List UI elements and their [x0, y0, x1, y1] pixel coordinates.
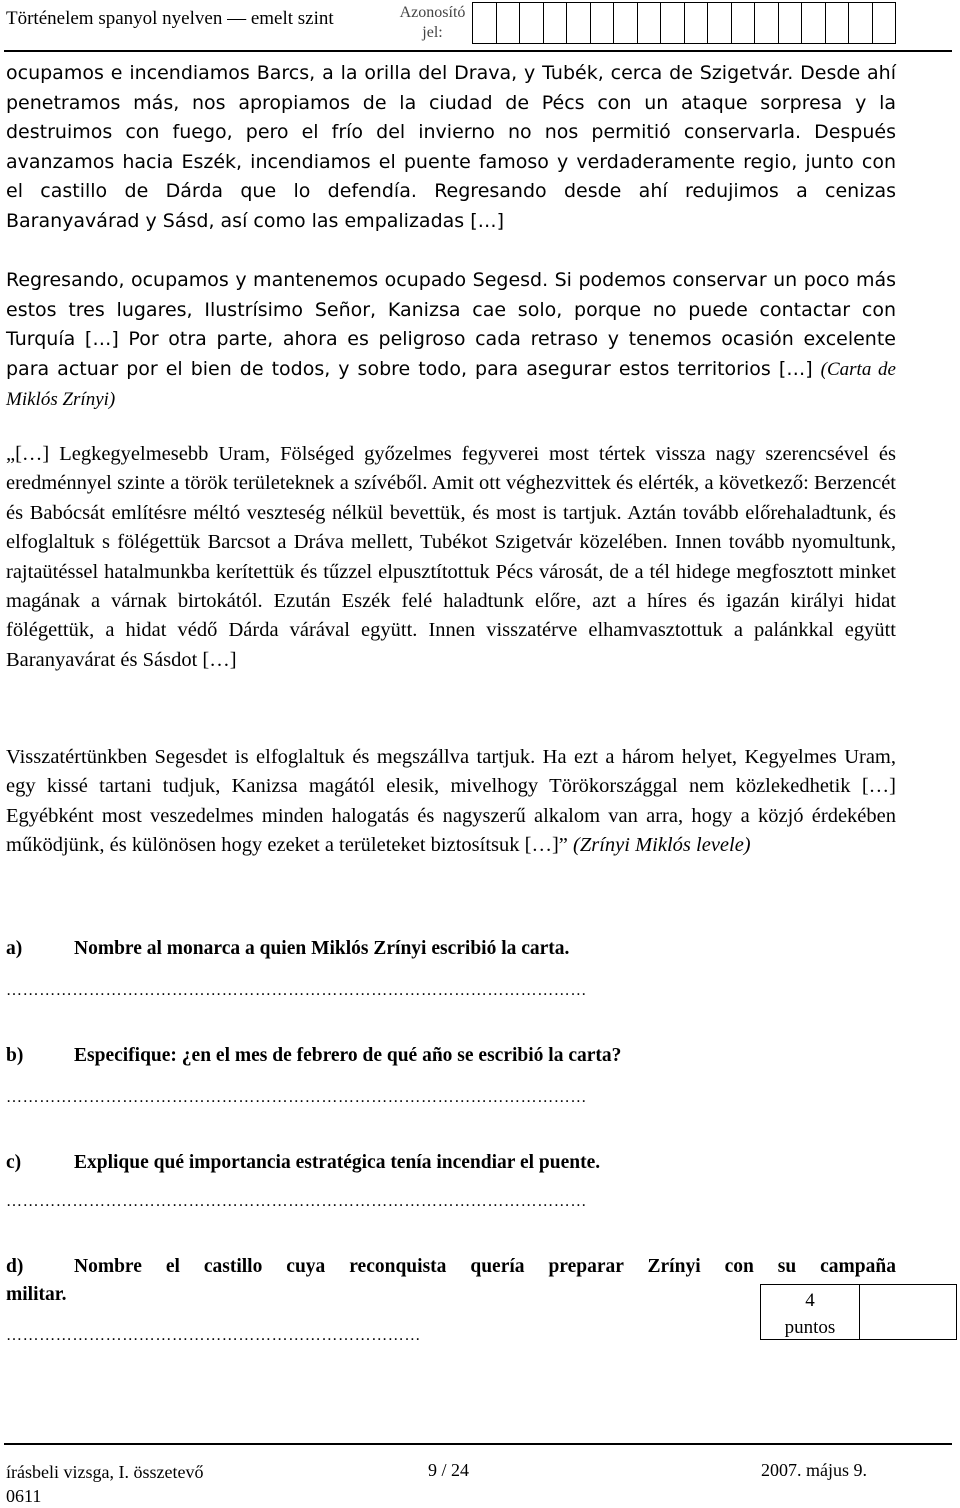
question-letter: b) — [6, 1045, 24, 1066]
earned-points-cell[interactable] — [859, 1284, 957, 1340]
max-points-value: 4 — [805, 1290, 815, 1311]
question-text: Nombre al monarca a quien Miklós Zrínyi escribió la carta. — [74, 938, 570, 959]
spanish-paragraph-1: ocupamos e incendiamos Barcs, a la orilla del Drava, y Tubék, cerca de Szigetvár. Desde ahí penetramos más, nos apropiamos de la ciudad de Pécs con un ataque sorpresa y la destruimos con fuego, pero el frío del invierno no nos permitió conservarla. Después avanzamos hacia Eszék, incendiamos el puente famoso y verdaderamente regio, junto con el castillo de Dárda que lo defendía. Regresando desde ahí redujimos a cenizas Baranyavárad y Sásd, así como las empalizadas […] — [6, 62, 896, 232]
id-digit-box[interactable] — [707, 2, 732, 44]
question-letter: c) — [6, 1152, 22, 1173]
max-points-unit: puntos — [784, 1317, 836, 1338]
id-digit-box[interactable] — [825, 2, 850, 44]
question-text-continuation: militar. — [6, 1284, 67, 1305]
question-text: Explique qué importancia estratégica tenía incendiar el puente. — [74, 1152, 601, 1173]
id-digit-box[interactable] — [519, 2, 544, 44]
page-number: 9 / 24 — [428, 1460, 470, 1480]
answer-line-d[interactable]: ………………………………………………………………… — [6, 1327, 421, 1344]
answer-line-b[interactable]: …………………………………………………………………………………………… — [6, 1089, 587, 1106]
id-digit-box[interactable] — [660, 2, 685, 44]
question-text: Especifique: ¿en el mes de febrero de qué año se escribió la carta? — [74, 1045, 622, 1066]
id-label: Azonosító jel: — [399, 4, 466, 41]
max-points-cell — [760, 1284, 860, 1340]
id-digit-box[interactable] — [778, 2, 803, 44]
source-text-spanish — [6, 59, 896, 414]
id-digit-box[interactable] — [543, 2, 568, 44]
paragraph-gap — [6, 237, 896, 267]
id-digit-box[interactable] — [496, 2, 521, 44]
question-letter: a) — [6, 938, 23, 959]
id-digit-box[interactable] — [566, 2, 591, 44]
id-digit-box[interactable] — [731, 2, 756, 44]
answer-line-c[interactable]: …………………………………………………………………………………………… — [6, 1193, 587, 1210]
header-rule — [4, 50, 952, 52]
hungarian-paragraph-2: Visszatértünkben Segesdet is elfoglaltuk és megszállva tartjuk. Ha ezt a három helyet, Kegyelmes Uram, egy kissé tartani tudjuk, Kanizsa magától elesik, mivelhogy Törökországgal nem közlekedhetik […] Egyébként most veszedelmes minden halogatás és nagyszerű alkalom van arra, hogy a közjó érdekében működjünk, és különösen hogy ezeket a területeket biztosítsuk […]” — [6, 746, 896, 857]
spanish-paragraph-2: Regresando, ocupamos y mantenemos ocupado Segesd. Si podemos conservar un poco más estos tres lugares, Ilustrísimo Señor, Kanizsa cae solo, porque no puede contactar con Turquía […] Por otra parte, ahora es peligroso cada retraso y tenemos ocasión excelente para actuar por el bien de todos, y sobre todo, para asegurar estos territorios […] — [6, 269, 896, 380]
question-letter: d) — [6, 1256, 24, 1277]
footer-date: 2007. május 9. — [761, 1460, 867, 1480]
hungarian-paragraph-1: „[…] Legkegyelmesebb Uram, Fölséged győzelmes fegyverei most tértek vissza nagy szerencsével és eredménnyel szinte a török területeknek a szívéből. Amit ott véghezvittek és elérték, a következő: Berzencét és Babócsát említésre méltó veszteség nélkül bevettük, és most is tartjuk. Aztán tovább előrehaladtunk, és elfoglaltuk s fölégettük Barcsot a Dráva mellett, Tubékot Szigetvár közelében. Innen tovább nyomultunk, rajtaütéssel hatalmunkba kerítettük és tűzzel elpusztítottuk Pécs városát, de a tél hidege megfosztott minket magának a várnak birtokától. Ezután Eszék felé haladtunk előre, azt a híres és igazán királyi hidat fölégettük, a hidat védő Dárda várával együtt. Innen visszatérve elhamvasztottuk a palánkkal együtt Baranyavárat és Sásdot […] — [6, 443, 896, 671]
id-digit-box[interactable] — [848, 2, 873, 44]
id-digit-box[interactable] — [684, 2, 709, 44]
id-digit-box[interactable] — [754, 2, 779, 44]
id-boxes — [473, 2, 896, 44]
hungarian-source: (Zrínyi Miklós levele) — [573, 834, 751, 857]
answer-line-a[interactable]: …………………………………………………………………………………………… — [6, 982, 587, 999]
id-digit-box[interactable] — [872, 2, 897, 44]
score-box — [760, 1284, 957, 1340]
id-digit-box[interactable] — [801, 2, 826, 44]
spanish-source: (Carta de Miklós Zrínyi) — [6, 358, 896, 410]
id-digit-box[interactable] — [637, 2, 662, 44]
source-text-hungarian-2 — [6, 743, 896, 861]
footer-rule — [4, 1443, 952, 1445]
footer-exam-name: írásbeli vizsga, I. összetevő — [6, 1462, 204, 1482]
footer-left — [6, 1460, 203, 1508]
header-title: Történelem spanyol nyelven — emelt szint — [6, 8, 334, 29]
question-text: Nombre el castillo cuya reconquista quería preparar Zrínyi con su campaña — [74, 1256, 896, 1277]
id-digit-box[interactable] — [613, 2, 638, 44]
footer-code: 0611 — [6, 1486, 42, 1506]
id-digit-box[interactable] — [472, 2, 497, 44]
id-digit-box[interactable] — [590, 2, 615, 44]
